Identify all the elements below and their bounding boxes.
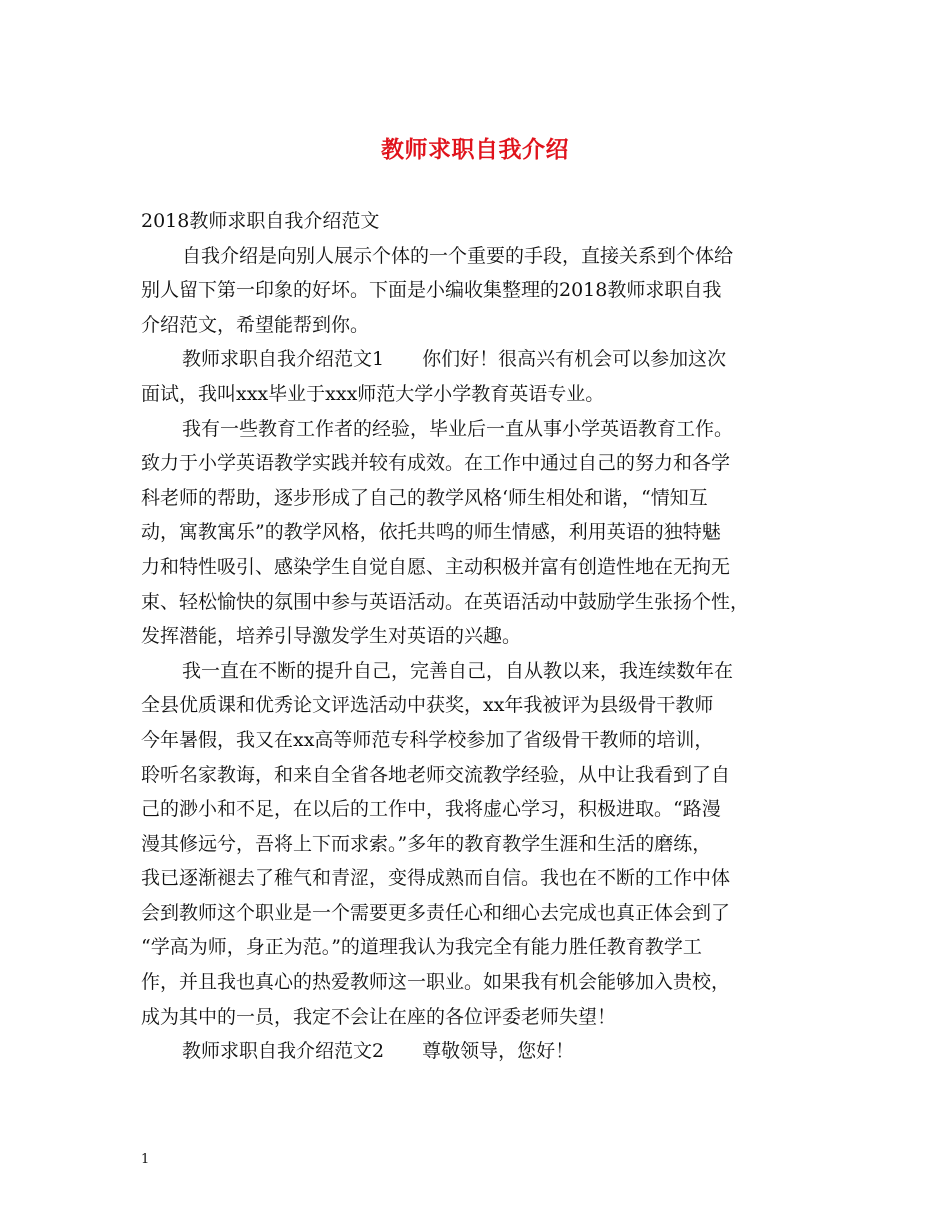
paragraph-line: 动，寓教寓乐”的教学风格，依托共鸣的师生情感，利用英语的独特魅 <box>141 521 721 544</box>
paragraph-line: 我一直在不断的提升自己，完善自己，自从教以来，我连续数年在 <box>182 659 734 682</box>
paragraph-line: 教师求职自我介绍范文2 尊敬领导，您好！ <box>182 1040 575 1063</box>
paragraph-line: 作，并且我也真心的热爱教师这一职业。如果我有机会能够加入贵校， <box>141 971 731 994</box>
paragraph-line: 全县优质课和优秀论文评选活动中获奖，xx年我被评为县级骨干教师 <box>141 694 714 717</box>
paragraph-line: 成为其中的一员，我定不会让在座的各位评委老师失望！ <box>141 1005 617 1028</box>
paragraph-line: 面试，我叫xxx毕业于xxx师范大学小学教育英语专业。 <box>141 382 605 405</box>
paragraph-line: 我已逐渐褪去了稚气和青涩，变得成熟而自信。我也在不断的工作中体 <box>141 867 731 890</box>
paragraph-line: “学高为师，身正为范。”的道理我认为我完全有能力胜任教育教学工 <box>141 936 702 959</box>
paragraph-line: 致力于小学英语教学实践并较有成效。在工作中通过自己的努力和各学 <box>141 452 731 475</box>
paragraph-line: 漫其修远兮，吾将上下而求索。”多年的教育教学生涯和生活的磨练， <box>141 832 712 855</box>
paragraph-line: 今年暑假，我又在xx高等师范专科学校参加了省级骨干教师的培训， <box>141 728 714 751</box>
paragraph-line: 聆听名家教诲，和来自全省各地老师交流教学经验，从中让我看到了自 <box>141 763 731 786</box>
subtitle-line: 2018教师求职自我介绍范文 <box>141 210 380 232</box>
paragraph-line: 我有一些教育工作者的经验，毕业后一直从事小学英语教育工作。 <box>182 417 734 440</box>
document-body <box>141 204 831 1069</box>
page-number: 1 <box>141 1152 150 1167</box>
paragraph-line: 自我介绍是向别人展示个体的一个重要的手段，直接关系到个体给 <box>182 244 734 267</box>
paragraph-line: 束、轻松愉快的氛围中参与英语活动。在英语活动中鼓励学生张扬个性， <box>141 590 750 613</box>
paragraph-line: 科老师的帮助，逐步形成了自己的教学风格‘师生相处和谐，“情知互 <box>141 486 708 509</box>
paragraph-line: 发挥潜能，培养引导激发学生对英语的兴趣。 <box>141 625 522 648</box>
paragraph-line: 介绍范文，希望能帮到你。 <box>141 313 370 336</box>
paragraph-line: 己的渺小和不足，在以后的工作中，我将虚心学习，积极进取。“路漫 <box>141 798 721 821</box>
paragraph-line: 别人留下第一印象的好坏。下面是小编收集整理的2018教师求职自我 <box>141 279 722 302</box>
paragraph-line: 教师求职自我介绍范文1 你们好！很高兴有机会可以参加这次 <box>182 348 727 371</box>
paragraph-line: 会到教师这个职业是一个需要更多责任心和细心去完成也真正体会到了 <box>141 901 731 924</box>
document-title: 教师求职自我介绍 <box>381 136 569 163</box>
paragraph-line: 力和特性吸引、感染学生自觉自愿、主动积极并富有创造性地在无拘无 <box>141 555 731 578</box>
